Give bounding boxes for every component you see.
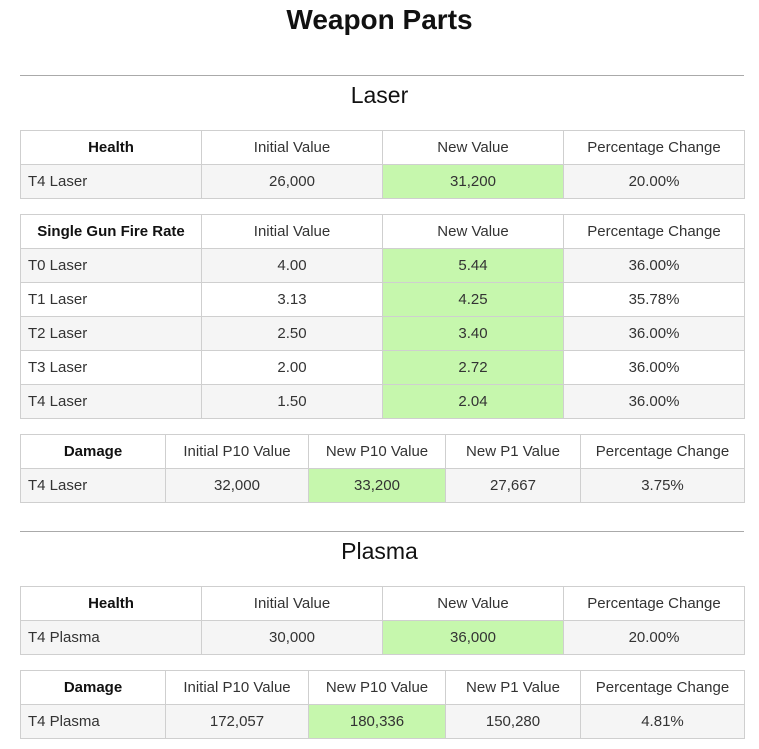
table-row — [21, 385, 745, 419]
table-row — [21, 469, 745, 503]
table-header: New Value — [383, 131, 564, 165]
table-header: New P10 Value — [309, 435, 446, 469]
table-header: Initial P10 Value — [166, 671, 309, 705]
table-cell: T3 Laser — [21, 351, 202, 385]
table-cell: 4.00 — [202, 249, 383, 283]
table-cell: 36.00% — [564, 385, 745, 419]
table-header: New P1 Value — [446, 671, 581, 705]
table-cell: T4 Plasma — [21, 705, 166, 739]
table-cell: 26,000 — [202, 165, 383, 199]
table-cell: 36.00% — [564, 249, 745, 283]
table-row — [21, 283, 745, 317]
laser-health-table — [20, 130, 745, 199]
table-cell-highlighted: 180,336 — [309, 705, 446, 739]
table-row — [21, 249, 745, 283]
table-header: Initial Value — [202, 587, 383, 621]
section-title-plasma: Plasma — [341, 538, 418, 564]
table-header: Percentage Change — [564, 131, 745, 165]
table-row — [21, 621, 745, 655]
table-header: Health — [21, 131, 202, 165]
table-cell: 172,057 — [166, 705, 309, 739]
table-cell: 35.78% — [564, 283, 745, 317]
table-row — [21, 705, 745, 739]
table-header: New Value — [383, 587, 564, 621]
table-row — [21, 317, 745, 351]
table-cell: 2.50 — [202, 317, 383, 351]
table-cell: T2 Laser — [21, 317, 202, 351]
table-cell: 32,000 — [166, 469, 309, 503]
table-cell: 27,667 — [446, 469, 581, 503]
table-header-row — [21, 435, 745, 469]
table-header: New P1 Value — [446, 435, 581, 469]
table-cell-highlighted: 5.44 — [383, 249, 564, 283]
table-cell-highlighted: 2.72 — [383, 351, 564, 385]
table-header: Initial Value — [202, 215, 383, 249]
table-row — [21, 165, 745, 199]
table-cell-highlighted: 33,200 — [309, 469, 446, 503]
table-header: Percentage Change — [581, 435, 745, 469]
table-cell: 1.50 — [202, 385, 383, 419]
section-title-laser: Laser — [350, 82, 409, 108]
plasma-health-table — [20, 586, 745, 655]
table-cell: 36.00% — [564, 351, 745, 385]
section-divider — [20, 531, 744, 532]
table-header: Percentage Change — [581, 671, 745, 705]
table-cell: T4 Laser — [21, 385, 202, 419]
table-header-row — [21, 131, 745, 165]
table-header: Single Gun Fire Rate — [21, 215, 202, 249]
table-header-row — [21, 215, 745, 249]
table-cell-highlighted: 36,000 — [383, 621, 564, 655]
table-cell-highlighted: 4.25 — [383, 283, 564, 317]
table-header: Damage — [21, 671, 166, 705]
table-cell-highlighted: 31,200 — [383, 165, 564, 199]
table-cell: T4 Laser — [21, 165, 202, 199]
table-header: New P10 Value — [309, 671, 446, 705]
table-header: Percentage Change — [564, 215, 745, 249]
table-cell: 150,280 — [446, 705, 581, 739]
table-cell: 20.00% — [564, 165, 745, 199]
table-cell: T4 Plasma — [21, 621, 202, 655]
table-cell: 30,000 — [202, 621, 383, 655]
table-header: Health — [21, 587, 202, 621]
plasma-damage-table — [20, 670, 745, 739]
table-header: Initial Value — [202, 131, 383, 165]
table-cell: 3.13 — [202, 283, 383, 317]
table-cell: 3.75% — [581, 469, 745, 503]
table-cell: T0 Laser — [21, 249, 202, 283]
table-header-row — [21, 671, 745, 705]
laser-fire-rate-table — [20, 214, 745, 419]
laser-damage-table — [20, 434, 745, 503]
table-header: New Value — [383, 215, 564, 249]
table-header: Percentage Change — [564, 587, 745, 621]
section-divider — [20, 75, 744, 76]
table-header: Initial P10 Value — [166, 435, 309, 469]
table-cell: T1 Laser — [21, 283, 202, 317]
table-header: Damage — [21, 435, 166, 469]
table-cell: 4.81% — [581, 705, 745, 739]
table-cell: 36.00% — [564, 317, 745, 351]
table-cell: T4 Laser — [21, 469, 166, 503]
page-title: Weapon Parts — [286, 4, 473, 35]
table-header-row — [21, 587, 745, 621]
table-cell-highlighted: 3.40 — [383, 317, 564, 351]
table-row — [21, 351, 745, 385]
table-cell: 20.00% — [564, 621, 745, 655]
table-cell: 2.00 — [202, 351, 383, 385]
table-cell-highlighted: 2.04 — [383, 385, 564, 419]
